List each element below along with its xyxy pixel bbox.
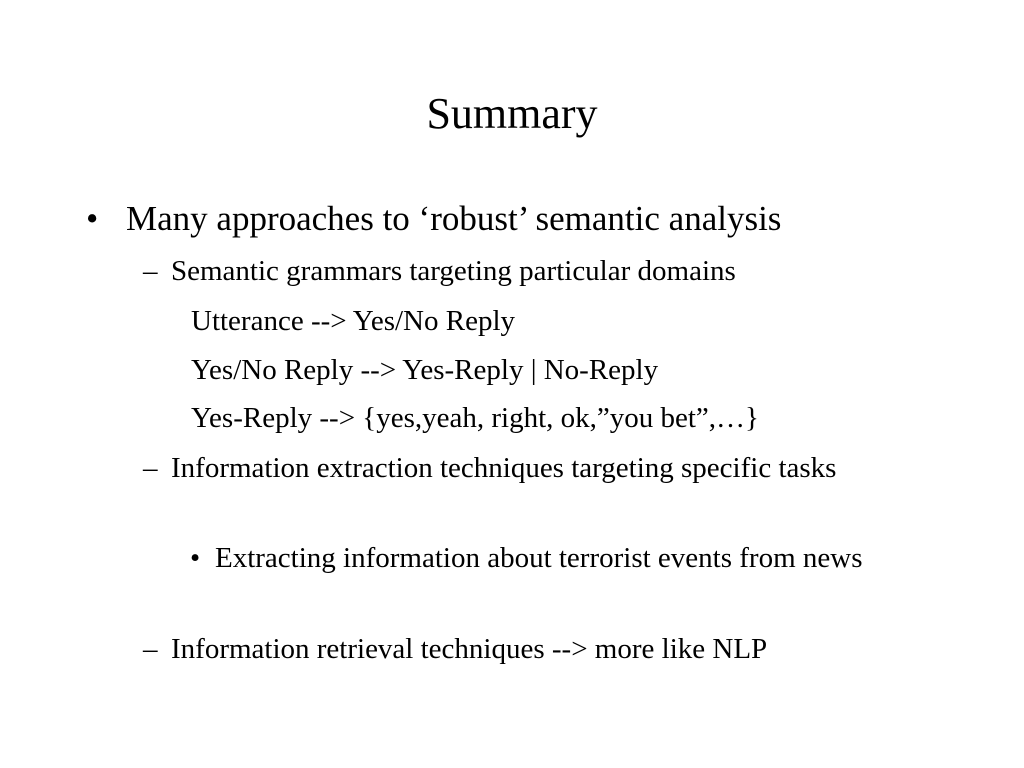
grammar-rule: Utterance --> Yes/No Reply [191, 305, 516, 337]
sub-item-semantic-grammars: Semantic grammars targeting particular domains [171, 255, 736, 287]
dash-marker: – [143, 452, 158, 484]
grammar-rule: Yes-Reply --> {yes,yeah, right, ok,”you bet”,…} [191, 402, 759, 434]
sub-sub-item-terrorist-events: Extracting information about terrorist events from news [215, 542, 863, 574]
dash-marker: – [143, 633, 158, 665]
bullet-marker: • [86, 199, 99, 238]
slide-title: Summary [426, 89, 598, 138]
bullet-marker: • [190, 542, 201, 574]
sub-item-information-extraction: Information extraction techniques targeting specific tasks [171, 452, 837, 484]
sub-item-information-retrieval: Information retrieval techniques --> more like NLP [171, 633, 768, 665]
dash-marker: – [143, 255, 158, 287]
grammar-rule: Yes/No Reply --> Yes-Reply | No-Reply [191, 354, 659, 386]
bullet-text-main: Many approaches to ‘robust’ semantic analysis [126, 199, 782, 238]
